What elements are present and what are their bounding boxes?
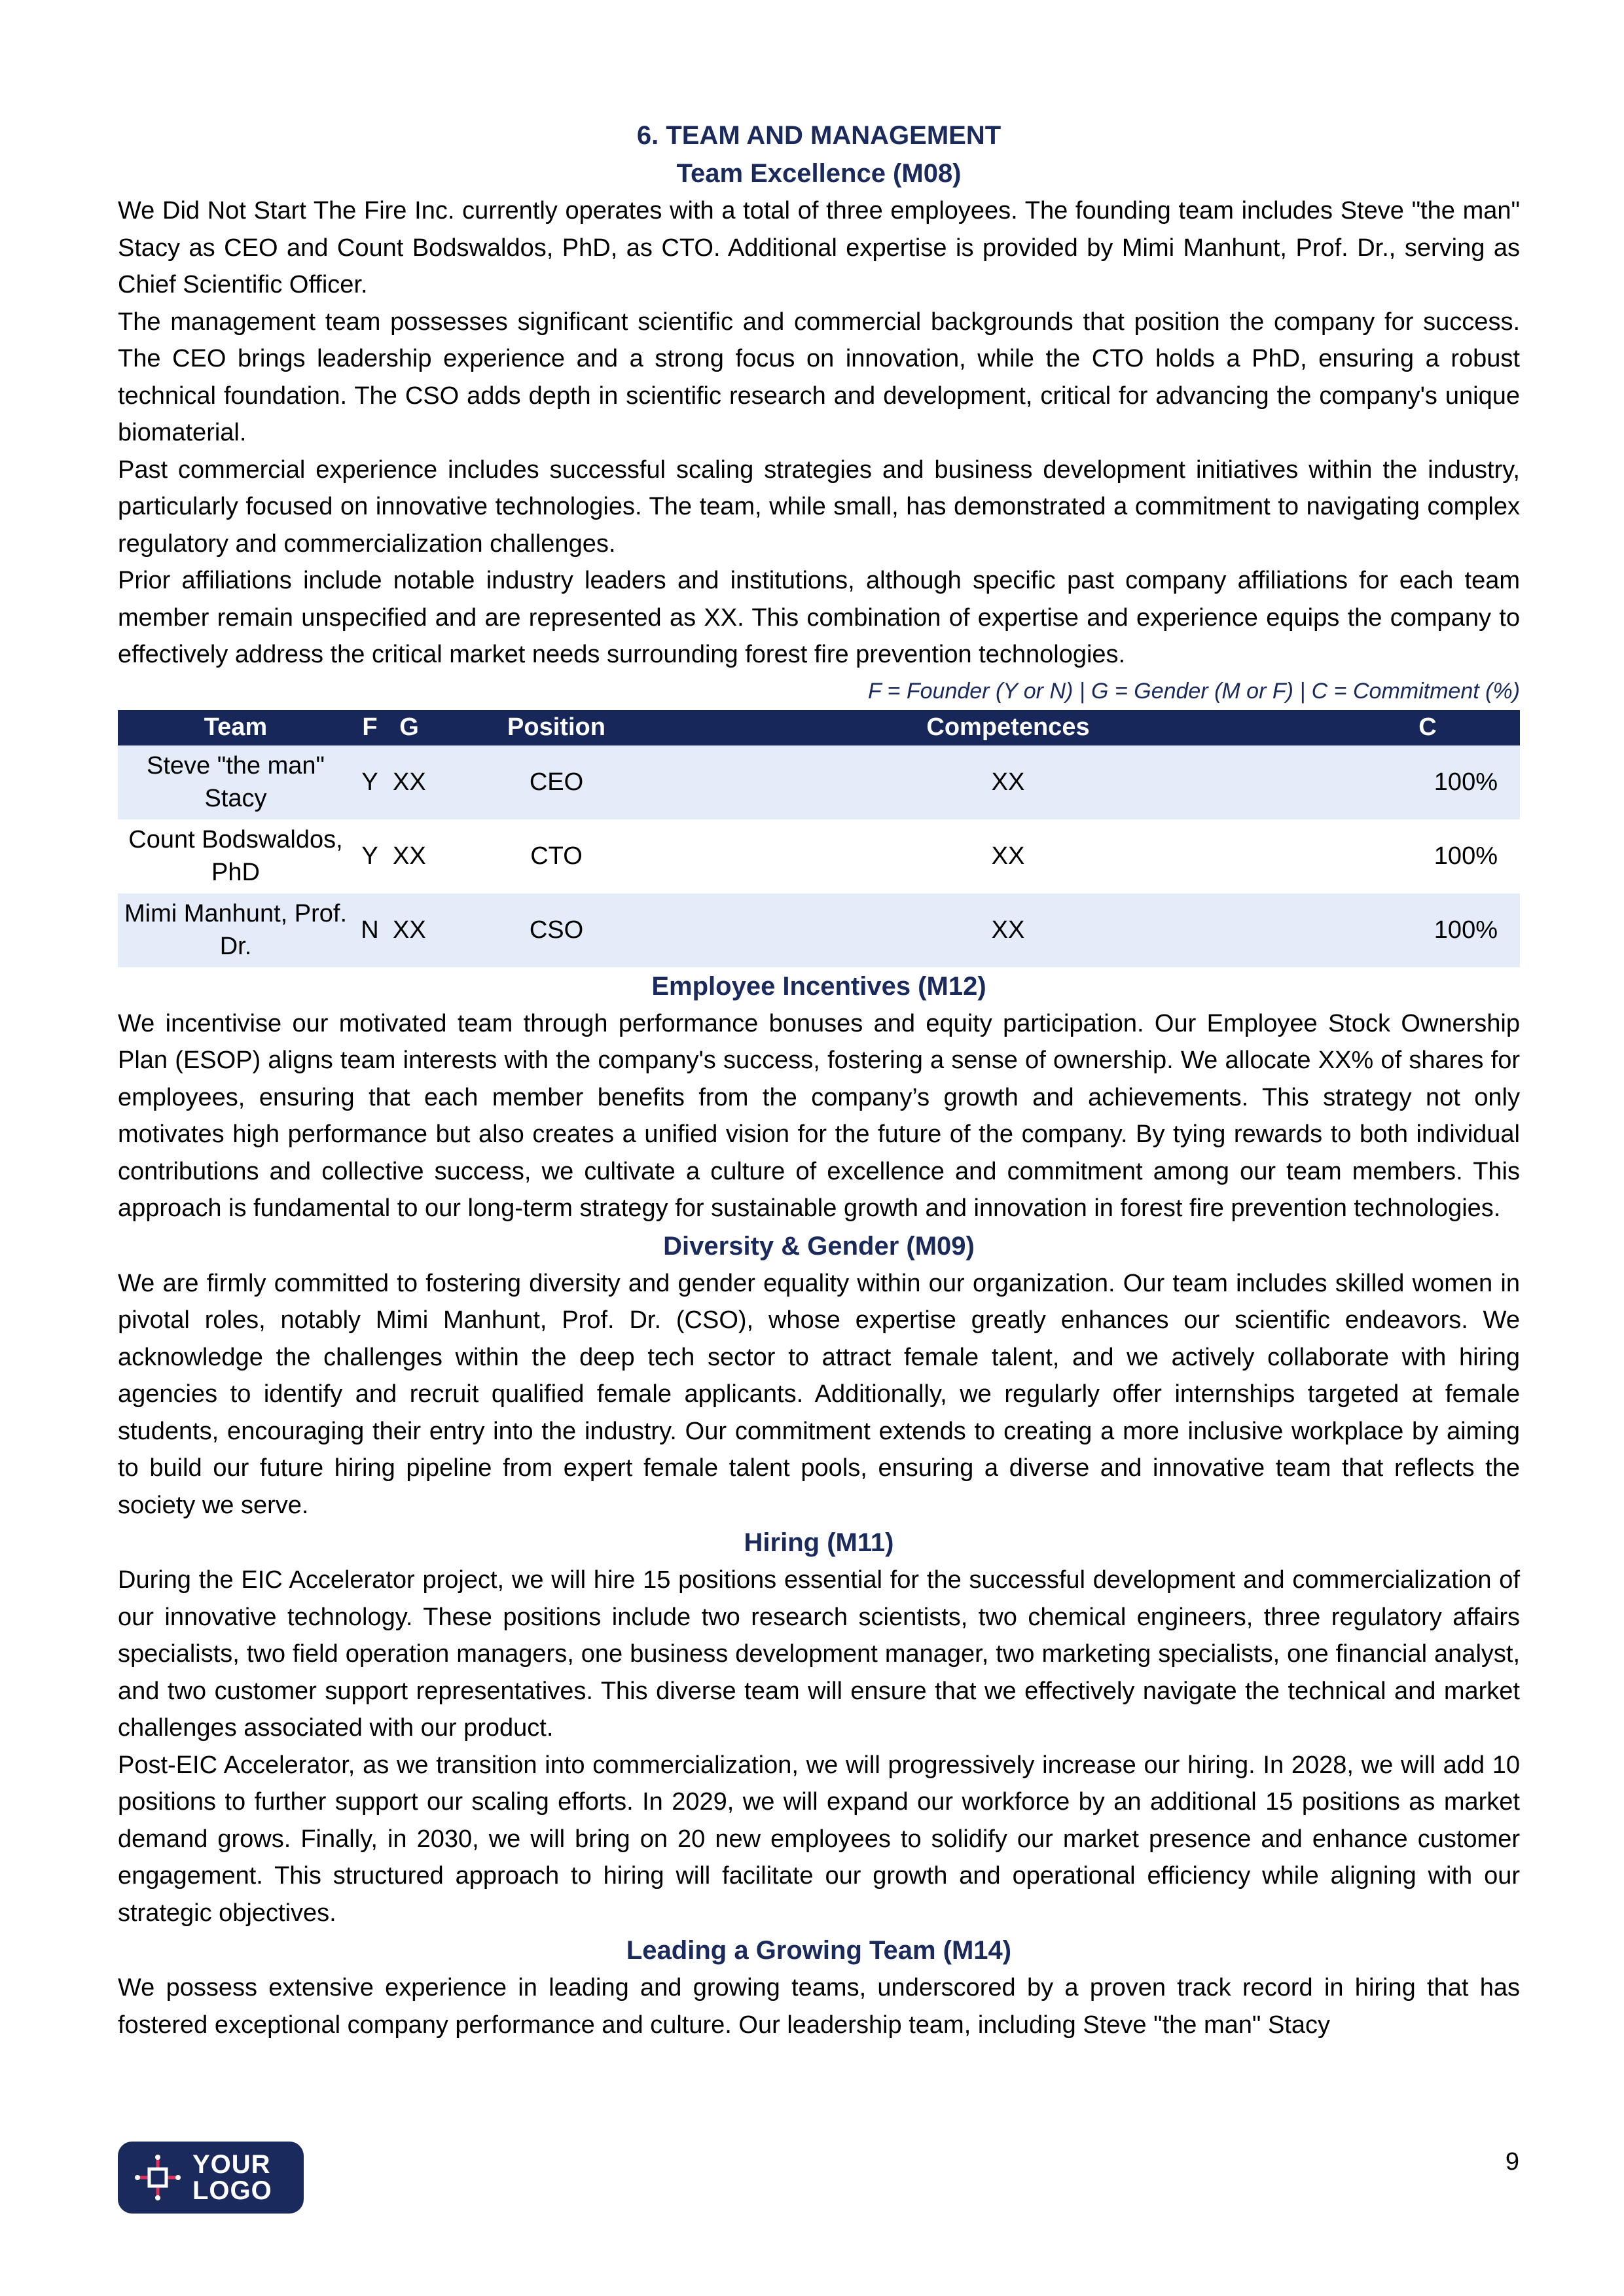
cell-team: Mimi Manhunt, Prof. Dr.	[118, 893, 353, 967]
cell-founder: N	[353, 893, 386, 967]
team-excellence-title: Team Excellence (M08)	[676, 159, 962, 188]
table-row	[118, 893, 1520, 967]
cell-competences: XX	[681, 819, 1335, 893]
cell-founder: Y	[353, 819, 386, 893]
table-legend: F = Founder (Y or N) | G = Gender (M or F) | C = Commitment (%)	[867, 678, 1520, 704]
cell-commitment: 100%	[1335, 745, 1520, 819]
page-number: 9	[1505, 2148, 1519, 2176]
header-competences: Competences	[681, 710, 1335, 745]
cell-competences: XX	[681, 893, 1335, 967]
team-excellence-paragraph: The management team possesses significant scientific and commercial backgrounds that position the company for success. The CEO brings leadership experience and a strong focus on innovation, while the CTO holds a PhD, ensuring a robust technical foundation. The CSO adds depth in scientific research and development, critical for advancing the company's unique biomaterial.	[118, 308, 1520, 446]
header-team: Team	[118, 710, 353, 745]
cell-team: Count Bodswaldos, PhD	[118, 819, 353, 893]
header-gender: G	[386, 710, 432, 745]
cell-gender: XX	[386, 893, 432, 967]
logo-mark-icon	[135, 2155, 181, 2200]
diversity-paragraph: We are firmly committed to fostering diversity and gender equality within our organization. Our team includes skilled women in pivotal roles, notably Mimi Manhunt, Prof. Dr. (CSO), whose expertise greatly enhances our scientific endeavors. We acknowledge the challenges within the deep tech sector to attract female talent, and we actively collaborate with hiring agencies to identify and recruit qualified female applicants. Additionally, we regularly offer internships targeted at female students, encouraging their entry into the industry. Our commitment extends to creating a more inclusive workplace by aiming to build our future hiring pipeline from expert female talent pools, ensuring a diverse and innovative team that reflects the society we serve.	[118, 1269, 1520, 1519]
logo-line-1: YOUR	[192, 2150, 271, 2179]
company-logo	[118, 2142, 304, 2214]
cell-founder: Y	[353, 745, 386, 819]
cell-position: CEO	[432, 745, 681, 819]
table-row	[118, 745, 1520, 819]
employee-incentives-paragraph: We incentivise our motivated team through performance bonuses and equity participation. Our Employee Stock Ownership Plan (ESOP) aligns team interests with the company's success, fostering a sense of ownership. We allocate XX% of shares for employees, ensuring that each member benefits from the company’s growth and achievements. This strategy not only motivates high performance but also creates a unified vision for the future of the company. By tying rewards to both individual contributions and collective success, we cultivate a culture of excellence and commitment among our team members. This approach is fundamental to our long-term strategy for sustainable growth and innovation in forest fire prevention technologies.	[118, 1009, 1520, 1222]
header-founder: F	[353, 710, 386, 745]
team-excellence-paragraph: We Did Not Start The Fire Inc. currently operates with a total of three employees. The founding team includes Steve "the man" Stacy as CEO and Count Bodswaldos, PhD, as CTO. Additional expertise is provided by Mimi Manhunt, Prof. Dr., serving as Chief Scientific Officer.	[118, 197, 1520, 298]
hiring-title: Hiring (M11)	[744, 1528, 894, 1557]
cell-team: Steve "the man" Stacy	[118, 745, 353, 819]
header-position: Position	[432, 710, 681, 745]
team-table	[118, 710, 1520, 967]
table-row	[118, 819, 1520, 893]
table-header-row	[118, 710, 1520, 745]
hiring-paragraph: Post-EIC Accelerator, as we transition into commercialization, we will progressively increase our hiring. In 2028, we will add 10 positions to further support our scaling efforts. In 2029, we will expand our workforce by an additional 15 positions as market demand grows. Finally, in 2030, we will bring on 20 new employees to solidify our market presence and enhance customer engagement. This structured approach to hiring will facilitate our growth and operational efficiency while aligning with our strategic objectives.	[118, 1751, 1520, 1927]
logo-text	[192, 2151, 272, 2204]
cell-position: CSO	[432, 893, 681, 967]
cell-gender: XX	[386, 819, 432, 893]
document-page	[118, 117, 1520, 2043]
leading-team-paragraph: We possess extensive experience in leading and growing teams, underscored by a proven track record in hiring that has fostered exceptional company performance and culture. Our leadership team, including Steve "the man" Stacy	[118, 1974, 1520, 2039]
header-commitment: C	[1335, 710, 1520, 745]
cell-competences: XX	[681, 745, 1335, 819]
employee-incentives-title: Employee Incentives (M12)	[651, 971, 986, 1001]
cell-gender: XX	[386, 745, 432, 819]
leading-team-title: Leading a Growing Team (M14)	[626, 1936, 1012, 1965]
hiring-paragraph: During the EIC Accelerator project, we will hire 15 positions essential for the successful development and commercialization of our innovative technology. These positions include two research scientists, two chemical engineers, three regulatory affairs specialists, two field operation managers, one business development manager, two marketing specialists, one financial analyst, and two customer support representatives. This diverse team will ensure that we effectively navigate the technical and market challenges associated with our product.	[118, 1566, 1520, 1742]
cell-position: CTO	[432, 819, 681, 893]
logo-line-2: LOGO	[192, 2176, 272, 2205]
cell-commitment: 100%	[1335, 893, 1520, 967]
team-excellence-paragraph: Prior affiliations include notable industry leaders and institutions, although specific past company affiliations for each team member remain unspecified and are represented as XX. This combination of expertise and experience equips the company to effectively address the critical market needs surrounding forest fire prevention technologies.	[118, 567, 1520, 668]
diversity-title: Diversity & Gender (M09)	[663, 1231, 975, 1261]
page-heading: 6. TEAM AND MANAGEMENT	[636, 121, 1001, 150]
cell-commitment: 100%	[1335, 819, 1520, 893]
team-excellence-paragraph: Past commercial experience includes successful scaling strategies and business development initiatives within the industry, particularly focused on innovative technologies. The team, while small, has demonstrated a commitment to navigating complex regulatory and commercialization challenges.	[118, 456, 1520, 558]
